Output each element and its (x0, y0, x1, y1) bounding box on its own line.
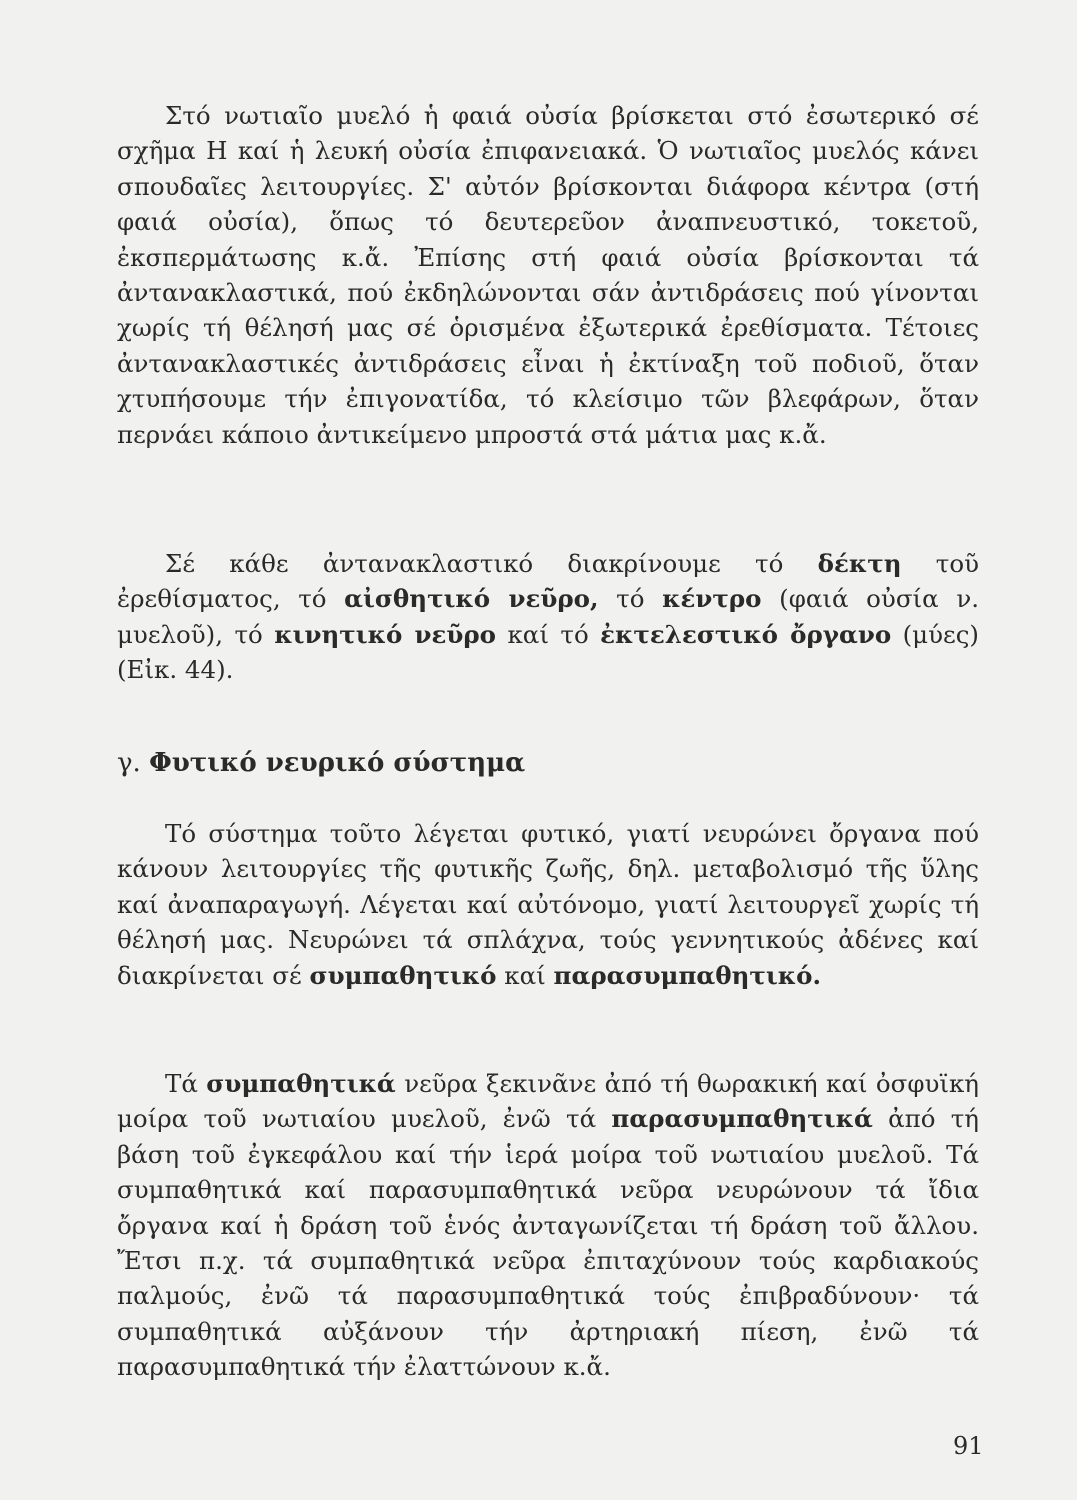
text-run: νεῦρα ξεκινᾶνε ἀπό τή θωρακική καί ὀσφυϊκή μοίρα τοῦ νωτιαίου μυελοῦ, ἐνῶ τά (117, 1069, 979, 1134)
heading-title: Φυτικό νευρικό σύστημα (149, 748, 526, 778)
text-run: Τά (165, 1069, 207, 1098)
term-parasympathetic-nerves: παρασυμπαθητικά (611, 1104, 873, 1134)
section-heading (117, 745, 979, 781)
text-run: καί (496, 960, 554, 990)
term-motor-nerve: κινητικό νεῦρο (274, 619, 497, 649)
paragraph-autonomic-system (117, 816, 979, 993)
term-receptor: δέκτη (817, 549, 902, 578)
paragraph-spinal-cord: Στό νωτιαῖο μυελό ἡ φαιά οὐσία βρίσκεται στό ἐσωτερικό σέ σχῆμα Η καί ἡ λευκή οὐσία ἐπιφανειακά. Ὁ νωτιαῖος μυελός κάνει σπουδαῖες λειτουργίες. Σ' αὐτόν βρίσκονται διάφορα κέντρα (στή φαιά οὐσία), ὅπως τό δευτερεῦον ἀναπνευστικό, τοκετοῦ, ἐκσπερμάτωσης κ.ἄ. Ἐπίσης στή φαιά οὐσία βρίσκονται τά ἀντανακλαστικά, πού ἐκδηλώνονται σάν ἀντιδράσεις πού γίνονται χωρίς τή θέλησή μας σέ ὁρισμένα ἐξωτερικά ἐρεθίσματα. Τέτοιες ἀντανακλαστικές ἀντιδράσεις εἶναι ἡ ἐκτίναξη τοῦ ποδιοῦ, ὅταν χτυπήσουμε τήν ἐπιγονατίδα, τό κλείσιμο τῶν βλεφάρων, ὅταν περνάει κάποιο ἀντικείμενο μπροστά στά μάτια μας κ.ἄ. (117, 101, 979, 449)
text-run: Σέ κάθε ἀντανακλαστικό διακρίνουμε τό (165, 549, 818, 578)
term-sensory-nerve: αἰσθητικό νεῦρο, (344, 584, 599, 614)
text-run: (μύες) (Εἰκ. 44). (117, 619, 979, 685)
heading-prefix: γ. (117, 748, 150, 778)
text-run: ἀπό τή βάση τοῦ ἐγκεφάλου καί τήν ἱερά μοίρα τοῦ νωτιαίου μυελοῦ. Τά συμπαθητικά καί παρασυμπαθητικά νεῦρα νευρώνουν τά ἴδια ὄργανα καί ἡ δράση τοῦ ἑνός ἀνταγωνίζεται τή δράση τοῦ ἄλλου. Ἔτσι π.χ. τά συμπαθητικά νεῦρα ἐπιταχύνουν τούς καρδιακούς παλμούς, ἐνῶ τά παρασυμπαθητικά τούς ἐπιβραδύνουν· τά συμπαθητικά αὐξάνουν τήν ἀρτηριακή πίεση, ἐνῶ τά παρασυμπαθητικά τήν ἐλαττώνουν κ.ἄ. (117, 1104, 979, 1382)
term-sympathetic-nerves: συμπαθητικά (206, 1069, 396, 1098)
text-run: τοῦ ἐρεθίσματος, τό (117, 549, 979, 614)
text-run: τό (598, 584, 663, 614)
term-parasympathetic: παρασυμπαθητικό. (553, 960, 821, 990)
term-sympathetic: συμπαθητικό (309, 960, 497, 990)
page-number: 91 (953, 1432, 984, 1460)
text-run: καί τό (496, 619, 601, 649)
term-effector-organ: ἐκτελεστικό ὄργανο (600, 619, 892, 649)
text-run: (φαιά οὐσία ν. μυελοῦ), τό (117, 584, 979, 649)
paragraph-sympathetic-parasympathetic (117, 1066, 979, 1385)
text-run: Τό σύστημα τοῦτο λέγεται φυτικό, γιατί νευρώνει ὄργανα πού κάνουν λειτουργίες τῆς φυτικῆς ζωῆς, δηλ. μεταβολισμό τῆς ὕλης καί ἀναπαραγωγή. Λέγεται καί αὐτόνομο, γιατί λειτουργεῖ χωρίς τή θέλησή μας. Νευρώνει τά σπλάχνα, τούς γεννητικούς ἀδένες καί διακρίνεται σέ (117, 819, 979, 990)
paragraph-reflex-components (117, 546, 979, 688)
term-center: κέντρο (662, 584, 762, 614)
